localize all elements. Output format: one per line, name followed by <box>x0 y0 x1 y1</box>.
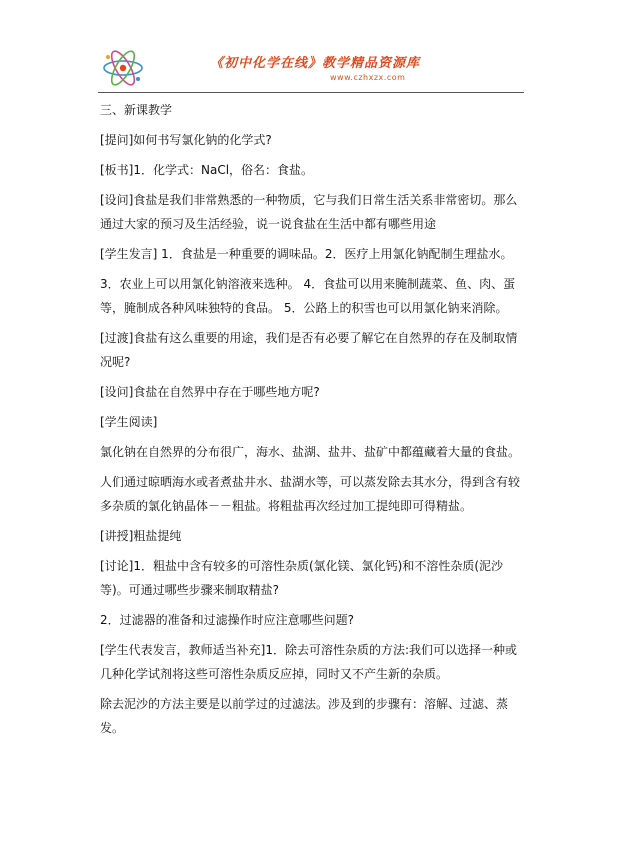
section-heading: 三、新课教学 <box>100 103 173 117</box>
paragraph-transition: [过渡]食盐有这么重要的用途，我们是否有必要了解它在自然界的存在及制取情况呢? <box>100 331 518 369</box>
banner-url: www.czhxzx.com <box>330 73 406 82</box>
paragraph-distribution: 氯化钠在自然界的分布很广，海水、盐湖、盐井、盐矿中都蕴藏着大量的食盐。 <box>100 445 521 459</box>
paragraph-steps: 除去泥沙的方法主要是以前学过的过滤法。涉及到的步骤有：溶解、过滤、蒸发。 <box>100 697 509 735</box>
paragraph-inquiry-2: [设问]食盐在自然界中存在于哪些地方呢? <box>100 385 320 399</box>
paragraph-uses: 3．农业上可以用氯化钠溶液来选种。 4．食盐可以用来腌制蔬菜、鱼、肉、蛋等，腌制成各种风味独特的食品。 5．公路上的积雪也可以用氯化钠来消除。 <box>100 277 516 315</box>
paragraph-crude-salt: 人们通过晾晒海水或者煮盐井水、盐湖水等，可以蒸发除去其水分，得到含有较多杂质的氯化钠晶体－－粗盐。将粗盐再次经过加工提纯即可得精盐。 <box>100 475 521 513</box>
paragraph-filter-question: 2．过滤器的准备和过滤操作时应注意哪些问题? <box>100 613 355 627</box>
atom-logo-icon <box>100 48 146 88</box>
paragraph-board: [板书]1．化学式：NaCl，俗名：食盐。 <box>100 163 314 177</box>
paragraph-student-answer: [学生代表发言，教师适当补充]1．除去可溶性杂质的方法:我们可以选择一种或几种化学试剂将这些可溶性杂质反应掉，同时又不产生新的杂质。 <box>100 643 518 681</box>
paragraph-reading-label: [学生阅读] <box>100 415 158 429</box>
paragraph-student-speech: [学生发言] 1．食盐是一种重要的调味品。2．医疗上用氯化钠配制生理盐水。 <box>100 247 513 261</box>
paragraph-lecture-label: [讲授]粗盐提纯 <box>100 529 182 543</box>
page-header <box>98 46 524 93</box>
document-body <box>100 98 524 746</box>
banner-title: 《初中化学在线》教学精品资源库 <box>210 56 421 71</box>
paragraph-inquiry: [设问]食盐是我们非常熟悉的一种物质，它与我们日常生活关系非常密切。那么通过大家的预习及生活经验，说一说食盐在生活中都有哪些用途 <box>100 193 518 231</box>
paragraph-question: [提问]如何书写氯化钠的化学式? <box>100 133 272 147</box>
paragraph-discussion: [讨论]1．粗盐中含有较多的可溶性杂质(氯化镁、氯化钙)和不溶性杂质(泥沙等)。可通过哪些步骤来制取精盐? <box>100 559 504 597</box>
